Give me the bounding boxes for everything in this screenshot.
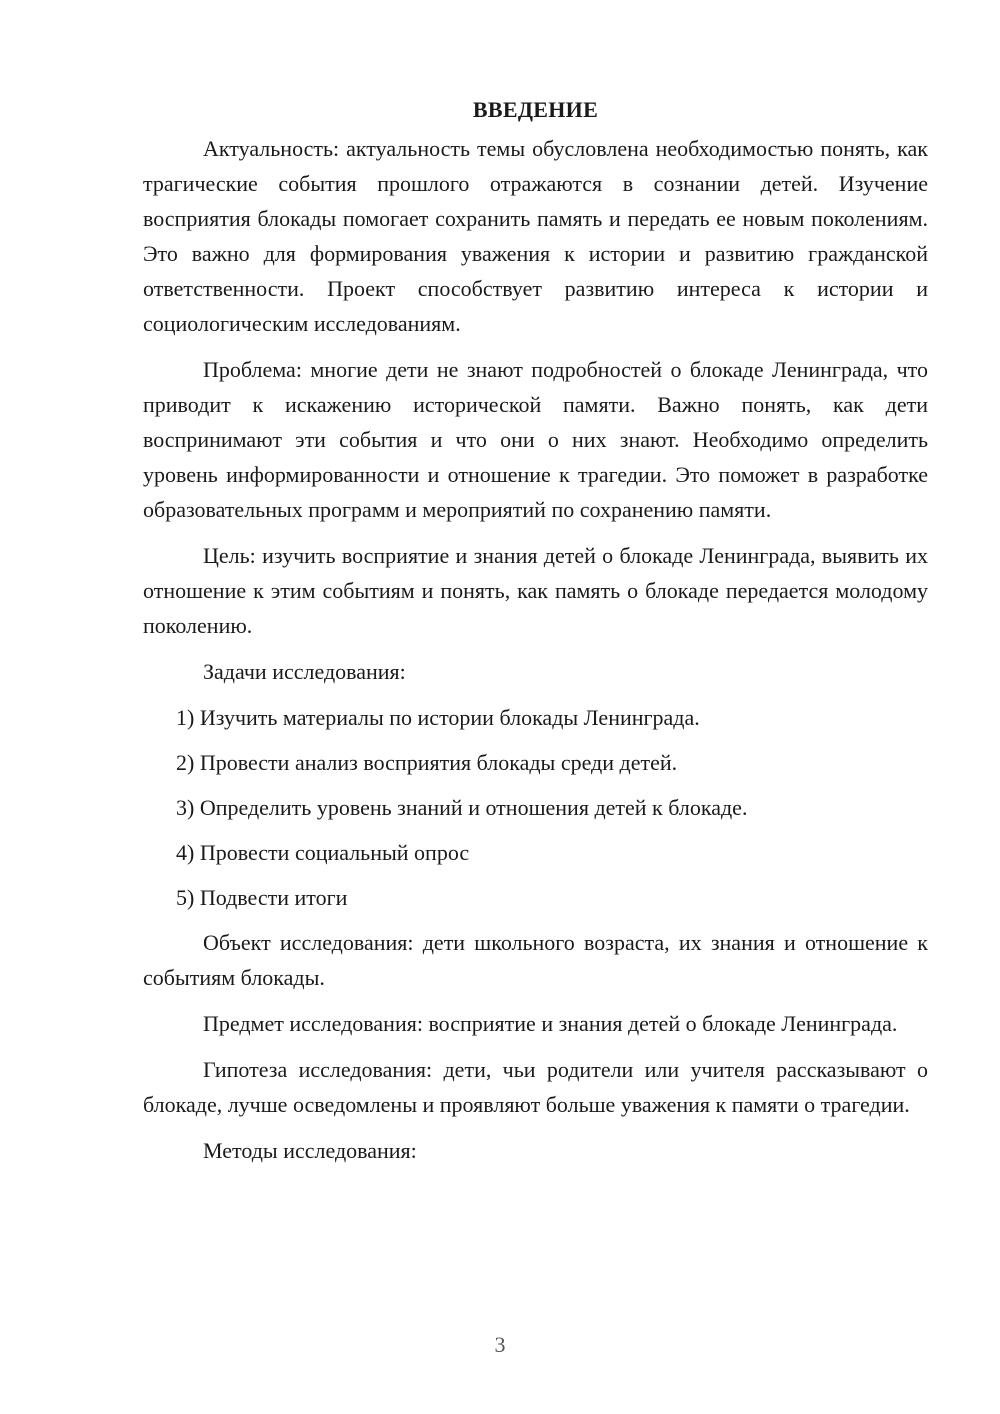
- task-item: 4) Провести социальный опрос: [176, 840, 470, 865]
- task-list: [143, 700, 928, 915]
- paragraph-tasks-heading: Задачи исследования:: [203, 659, 406, 684]
- task-item: 1) Изучить материалы по истории блокады Ленинграда.: [176, 705, 700, 730]
- paragraph-subject: Предмет исследования: восприятие и знания детей о блокаде Ленинграда.: [203, 1011, 898, 1036]
- paragraph-methods: Методы исследования:: [203, 1138, 417, 1163]
- paragraph-object: Объект исследования: дети школьного возраста, их знания и отношение к событиям блокады.: [143, 930, 928, 990]
- task-item: 2) Провести анализ восприятия блокады среди детей.: [176, 750, 678, 775]
- task-item: 3) Определить уровень знаний и отношения детей к блокаде.: [176, 795, 748, 820]
- paragraph-relevance: Актуальность: актуальность темы обусловлена необходимостью понять, как трагические события прошлого отражаются в сознании детей. Изучение восприятия блокады помогает сохранить память и передать ее новым поколениям. Это важно для формирования уважения к истории и развитию гражданской ответственности. Проект способствует развитию интереса к истории и социологическим исследованиям.: [143, 136, 928, 336]
- page-number: 3: [494, 1332, 506, 1357]
- paragraph-hypothesis: Гипотеза исследования: дети, чьи родители или учителя рассказывают о блокаде, лучше осведомлены и проявляют больше уважения к памяти о трагедии.: [143, 1057, 928, 1117]
- paragraph-goal: Цель: изучить восприятие и знания детей о блокаде Ленинграда, выявить их отношение к этим событиям и понять, как память о блокаде передается молодому поколению.: [143, 543, 928, 638]
- page-content: [143, 92, 928, 1179]
- section-title: ВВЕДЕНИЕ: [472, 97, 599, 122]
- paragraph-problem: Проблема: многие дети не знают подробностей о блокаде Ленинграда, что приводит к искажению исторической памяти. Важно понять, как дети воспринимают эти события и что они о них знают. Необходимо определить уровень информированности и отношение к трагедии. Это поможет в разработке образовательных программ и мероприятий по сохранению памяти.: [143, 357, 928, 522]
- task-item: 5) Подвести итоги: [176, 885, 348, 910]
